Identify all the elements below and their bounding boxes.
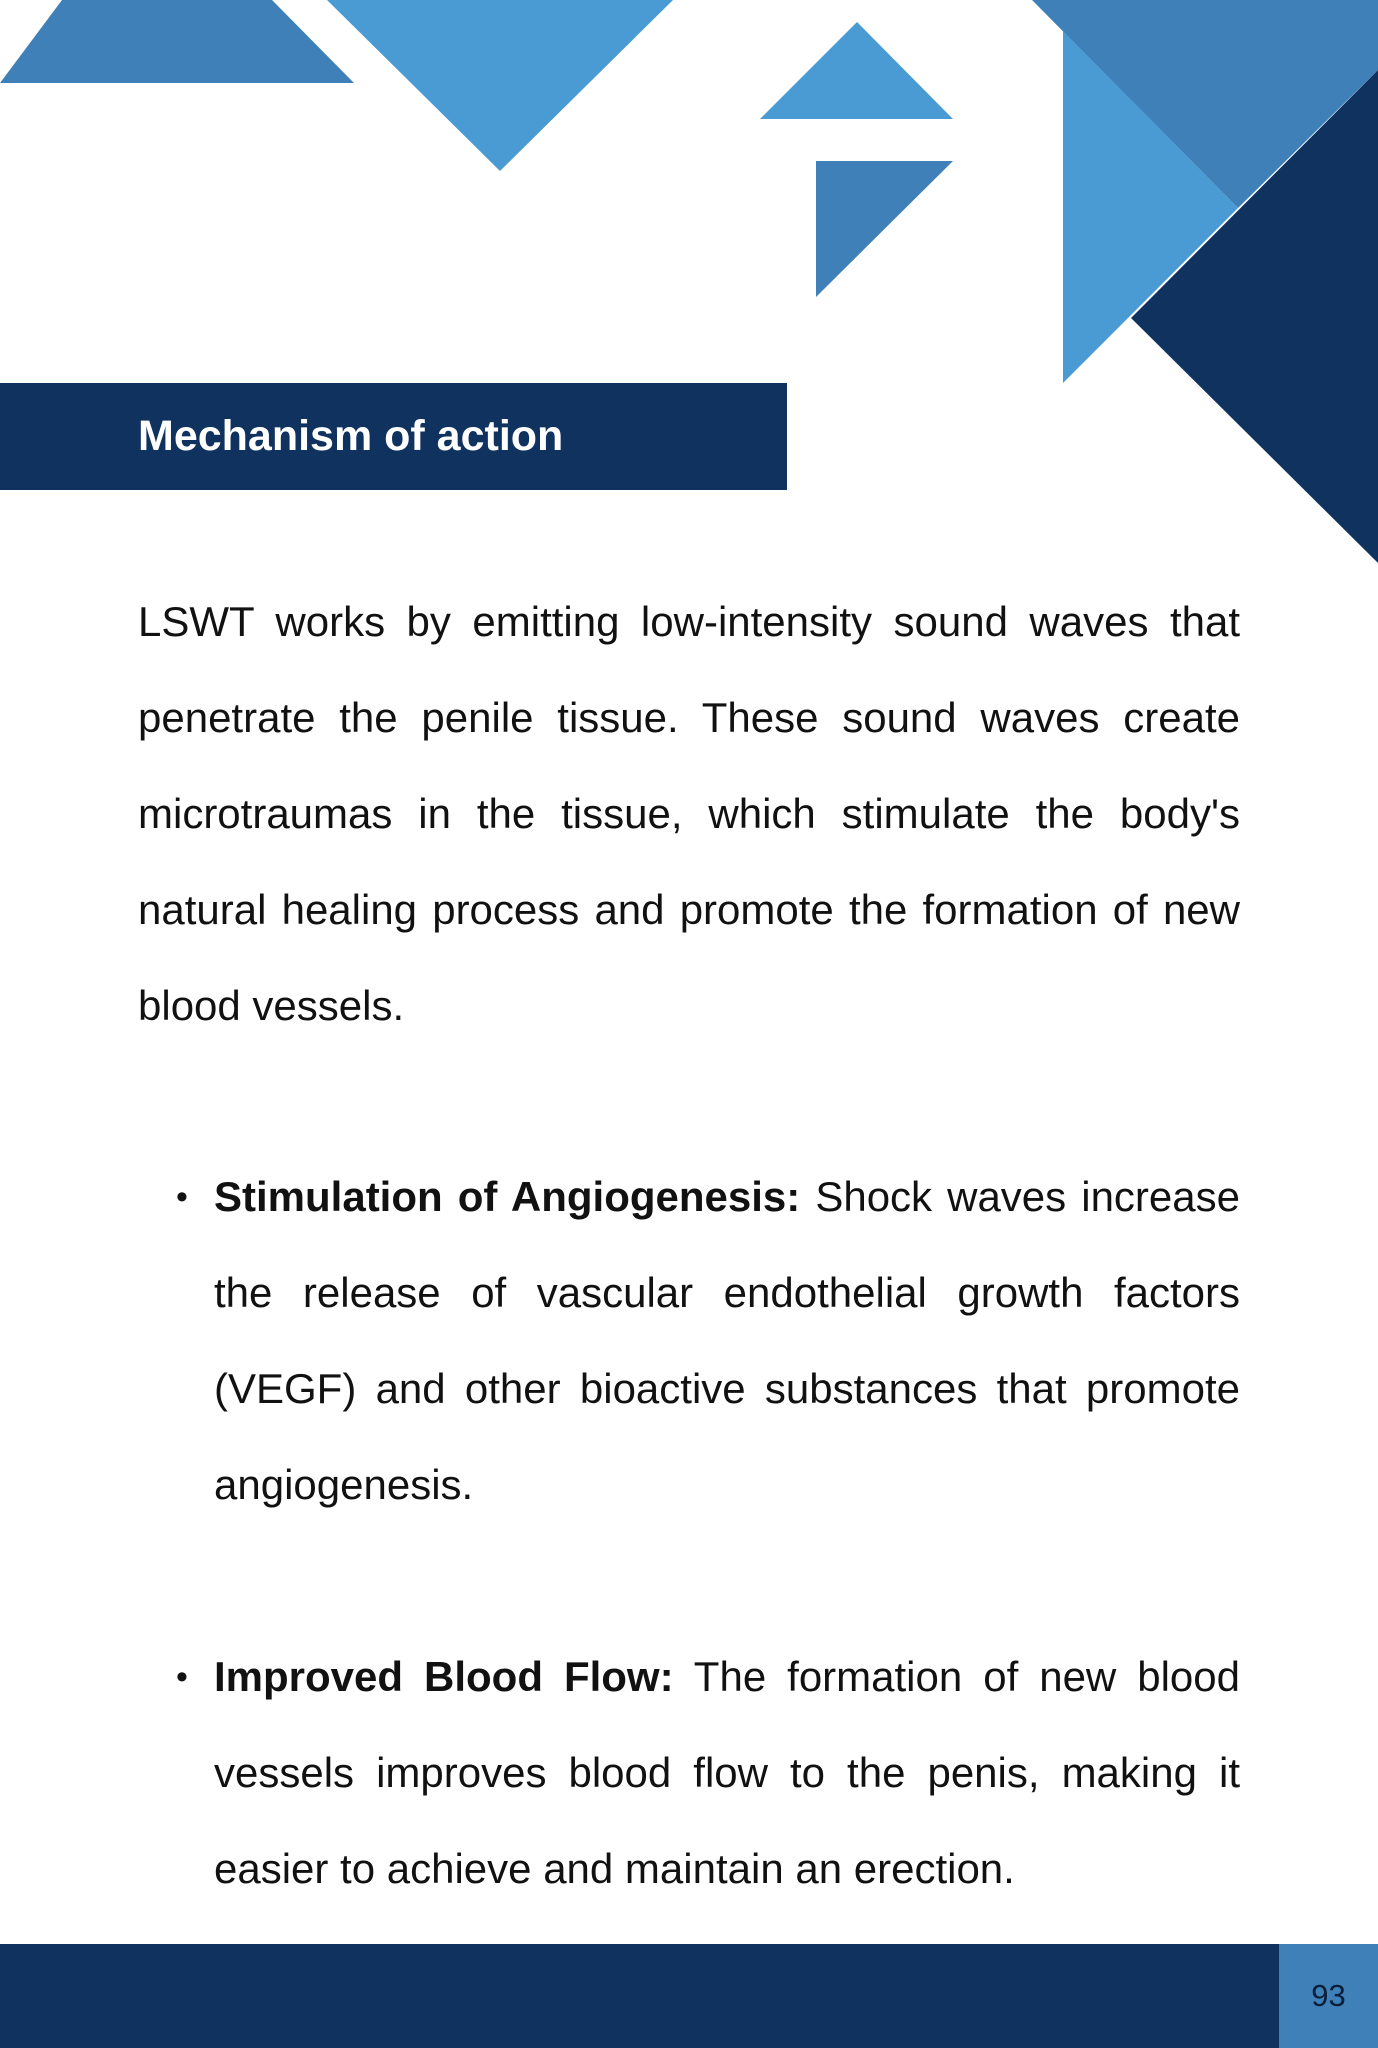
triangle-small-up — [760, 22, 953, 119]
bullet-icon: • — [176, 1658, 188, 1696]
triangle-top-center — [327, 0, 673, 171]
bullet-term: Stimulation of Angiogenesis: — [214, 1173, 801, 1220]
page-number-box — [1279, 1944, 1378, 2048]
list-item — [138, 1149, 1240, 1533]
section-title-bar — [0, 383, 787, 490]
intro-paragraph: LSWT works by emitting low-intensity sound waves that penetrate the penile tissue. These sound waves create microtraumas in the tissue, which stimulate the body's natural healing process and promote the formation of new blood vessels. — [138, 598, 1240, 1029]
mechanism-list — [138, 1149, 1240, 2013]
page-number: 93 — [1311, 1978, 1346, 2013]
bullet-term: Improved Blood Flow: — [214, 1653, 674, 1700]
footer-bar — [0, 1944, 1378, 2048]
section-title: Mechanism of action — [138, 412, 564, 460]
bullet-text: Shock waves increase the release of vascular endothelial growth factors (VEGF) and other bioactive substances that promote angiogenesis. — [214, 1173, 1240, 1508]
list-item — [138, 1629, 1240, 1917]
triangle-small-down — [816, 161, 953, 297]
bullet-text: The formation of new blood vessels improves blood flow to the penis, making it easier to achieve and maintain an erection. — [214, 1653, 1240, 1892]
bullet-icon: • — [176, 1178, 188, 1216]
triangle-top-left — [0, 0, 354, 83]
